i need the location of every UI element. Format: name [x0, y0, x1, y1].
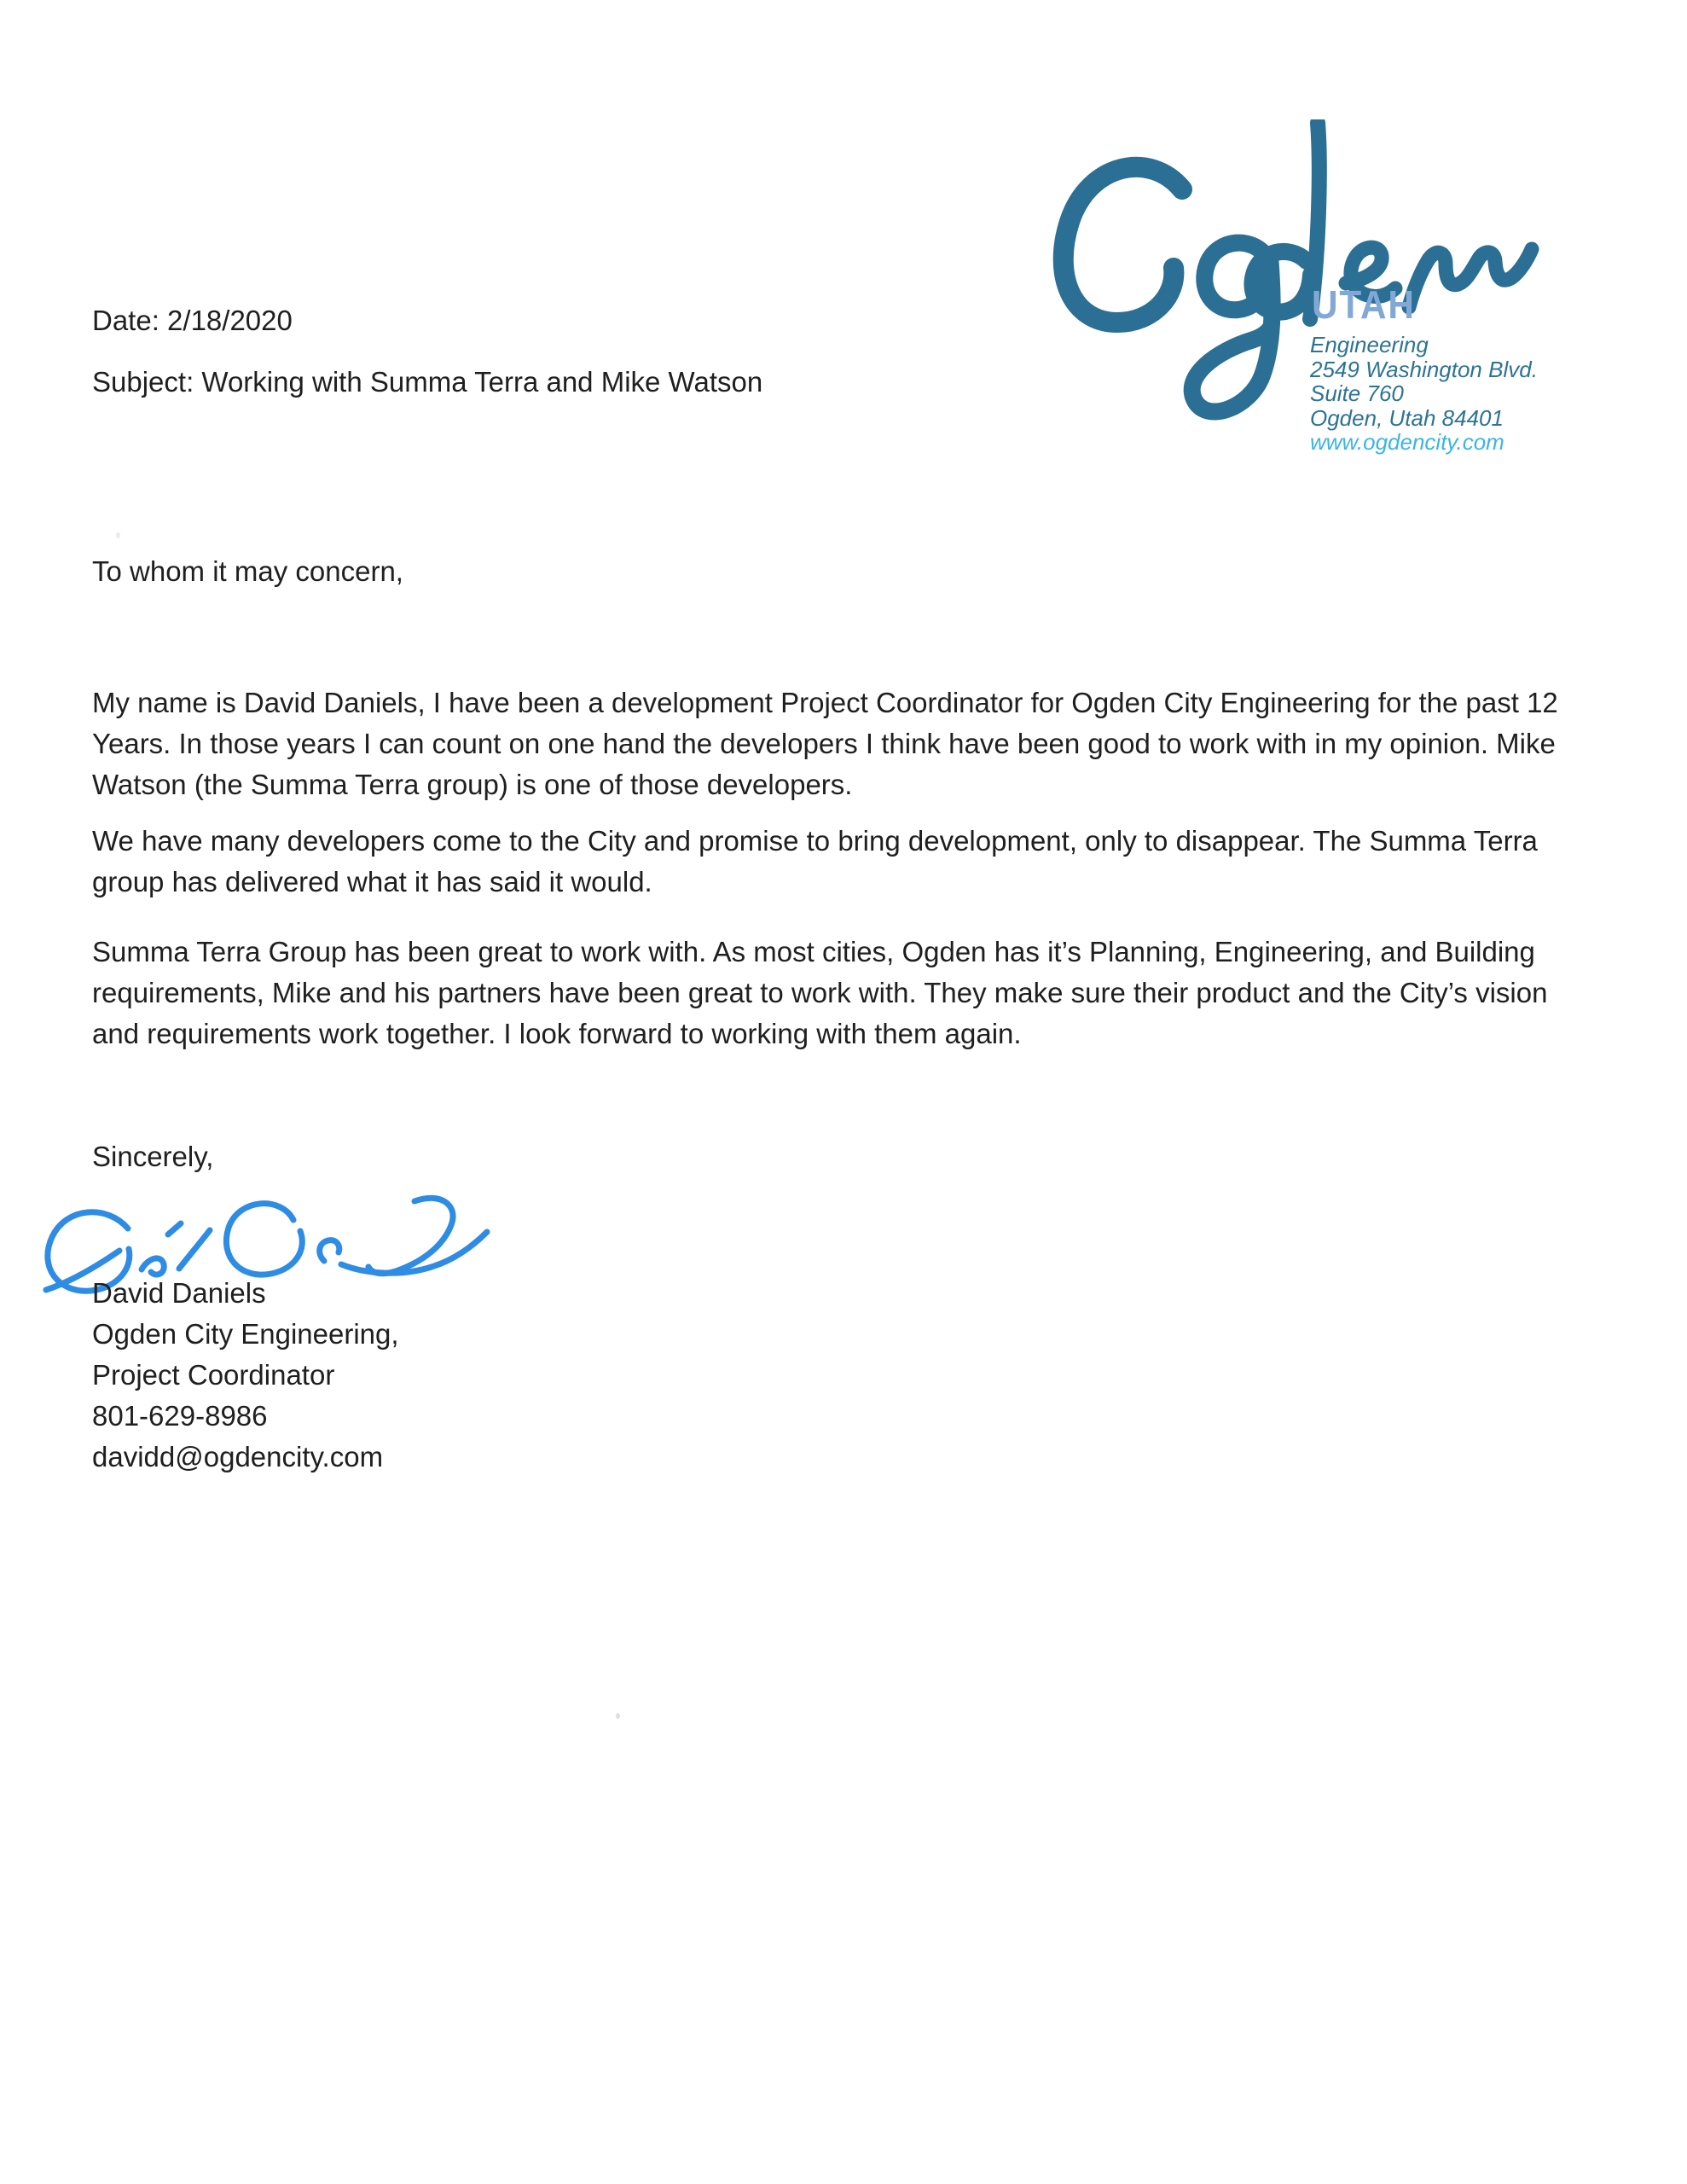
- body-paragraph-1: My name is David Daniels, I have been a development Project Coordinator for Ogden City Engineering for the past 12 Years. In those years I can count on one hand the developers I think have been good to work with in my opinion. Mike Watson (the Summa Terra group) is one of those developers.: [92, 687, 1558, 800]
- signature-block: [92, 1273, 399, 1478]
- salutation: To whom it may concern,: [92, 555, 403, 587]
- letterhead-department: Engineering: [1310, 332, 1429, 357]
- signer-phone: 801-629-8986: [92, 1400, 268, 1432]
- closing: Sincerely,: [92, 1141, 214, 1172]
- signer-email: davidd@ogdencity.com: [92, 1441, 384, 1472]
- scan-artifact: [616, 1713, 620, 1719]
- subject-line: Subject: Working with Summa Terra and Mike Watson: [92, 366, 763, 398]
- letterhead-address: [1310, 333, 1538, 455]
- scan-artifact: [116, 532, 120, 538]
- body-paragraph-2: We have many developers come to the City and promise to bring development, only to disappear. The Summa Terra group has delivered what it has said it would.: [92, 825, 1538, 897]
- letterhead-website: www.ogdencity.com: [1310, 429, 1504, 455]
- signer-title: Project Coordinator: [92, 1359, 335, 1391]
- ogden-city-letterhead: [1049, 119, 1544, 529]
- date-line: Date: 2/18/2020: [92, 305, 293, 336]
- logo-state-label: UTAH: [1312, 282, 1416, 327]
- ogden-script-logo-icon: [1049, 119, 1544, 529]
- letterhead-city: Ogden, Utah 84401: [1310, 404, 1504, 431]
- letterhead-suite: Suite 760: [1310, 380, 1404, 406]
- signer-organization: Ogden City Engineering,: [92, 1318, 399, 1350]
- letterhead-street: 2549 Washington Blvd.: [1310, 356, 1538, 382]
- body-paragraph-3: Summa Terra Group has been great to work with. As most cities, Ogden has it’s Planning, Engineering, and Building requirements, Mike and his partners have been great to work with. They make sure their product and the City’s vision and requirements work together. I look forward to working with them again.: [92, 936, 1548, 1049]
- signer-name: David Daniels: [92, 1277, 266, 1309]
